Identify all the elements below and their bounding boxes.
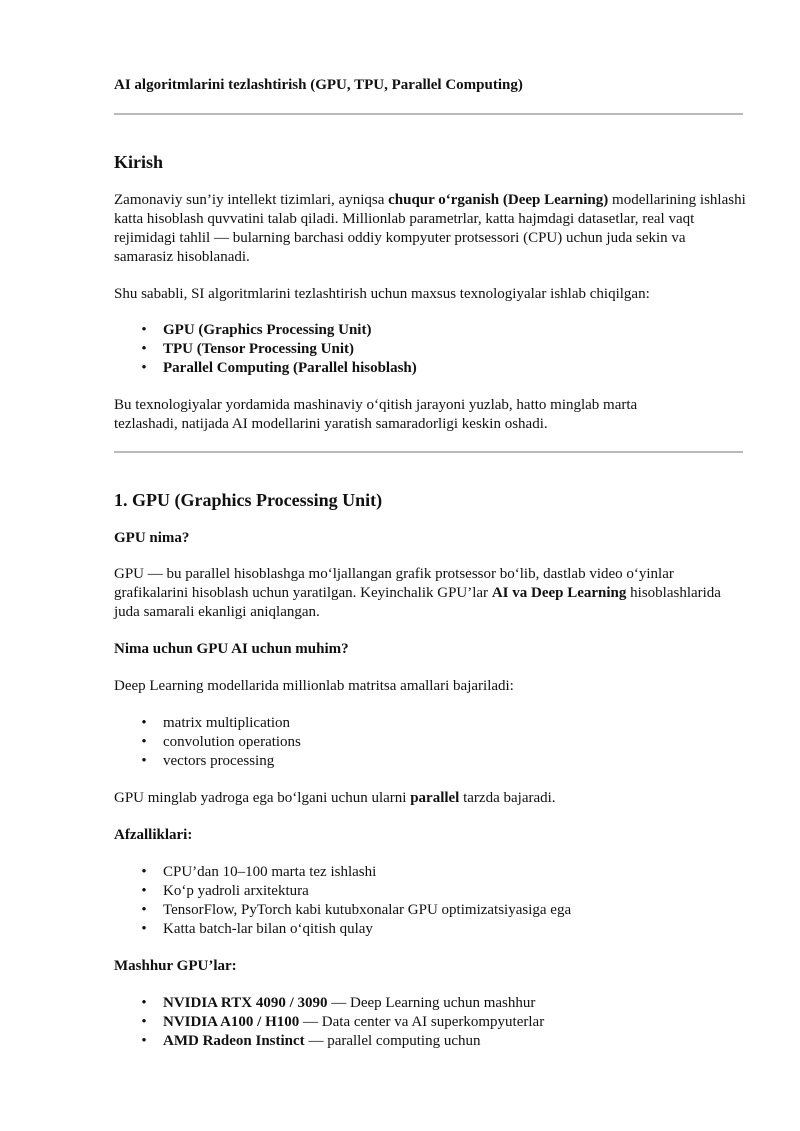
gpu-what-paragraph: GPU — bu parallel hisoblashga mo‘ljallangan grafik protsessor bo‘lib, dastlab video o‘yinlar grafikalarini hisoblash uchun yaratilgan. Keyinchalik GPU’lar AI va Deep Learning hisoblashlarida juda samarali ekanligi aniqlangan.: [114, 566, 721, 620]
list-item: • Parallel Computing (Parallel hisoblash): [114, 359, 417, 378]
list-item: • AMD Radeon Instinct — parallel computing uchun: [114, 1032, 544, 1051]
intro-tech-list: [114, 321, 417, 378]
list-item: • NVIDIA A100 / H100 — Data center va AI superkompyuterlar: [114, 1013, 544, 1032]
intro-paragraph-1: Zamonaviy sun’iy intellekt tizimlari, ayniqsa chuqur o‘rganish (Deep Learning) modellarining ishlashi katta hisoblash quvvatini talab qiladi. Millionlab parametrlar, katta hajmdagi datasetlar, real vaqt rejimidagi tahlil — bularning barchasi oddiy kompyuter protsessori (CPU) uchun juda sekin va samarasiz hisoblanadi.: [114, 192, 746, 265]
horizontal-rule: [114, 451, 743, 453]
subheading-famous-gpus: Mashhur GPU’lar:: [114, 958, 237, 974]
bold-term-ai-deep-learning: AI va Deep Learning: [491, 585, 627, 601]
list-item: • Ko‘p yadroli arxitektura: [114, 882, 571, 901]
bold-term-parallel: parallel: [410, 790, 460, 806]
section-heading-intro: Kirish: [114, 152, 164, 172]
bold-term-deep-learning: chuqur o‘rganish (Deep Learning): [388, 192, 609, 208]
list-item: • CPU’dan 10–100 marta tez ishlashi: [114, 863, 571, 882]
gpu-parallel-paragraph: GPU minglab yadroga ega bo‘lgani uchun ularni parallel tarzda bajaradi.: [114, 790, 556, 806]
bullet-icon: •: [141, 921, 147, 937]
document-title: AI algoritmlarini tezlashtirish (GPU, TPU, Parallel Computing): [114, 77, 523, 93]
bullet-icon: •: [141, 883, 147, 899]
bullet-icon: •: [141, 864, 147, 880]
bullet-icon: •: [141, 360, 147, 376]
list-item: • vectors processing: [114, 752, 301, 771]
famous-gpus-list: [114, 994, 544, 1051]
bullet-icon: •: [141, 341, 147, 357]
bullet-icon: •: [141, 322, 147, 338]
bullet-icon: •: [141, 1014, 147, 1030]
intro-paragraph-2: Shu sababli, SI algoritmlarini tezlashtirish uchun maxsus texnologiyalar ishlab chiqilgan:: [114, 286, 650, 302]
subheading-advantages: Afzalliklari:: [114, 827, 193, 843]
intro-paragraph-3: Bu texnologiyalar yordamida mashinaviy o‘qitish jarayoni yuzlab, hatto minglab marta tezlashadi, natijada AI modellarini yaratish samaradorligi keskin oshadi.: [114, 397, 638, 432]
bullet-icon: •: [141, 734, 147, 750]
gpu-operations-list: [114, 714, 301, 771]
bullet-icon: •: [141, 753, 147, 769]
subheading-gpu-why: Nima uchun GPU AI uchun muhim?: [114, 641, 349, 657]
bullet-icon: •: [141, 715, 147, 731]
list-item: • NVIDIA RTX 4090 / 3090 — Deep Learning uchun mashhur: [114, 994, 544, 1013]
gpu-advantages-list: [114, 863, 571, 939]
gpu-why-paragraph: Deep Learning modellarida millionlab matritsa amallari bajariladi:: [114, 678, 514, 694]
section-heading-gpu: 1. GPU (Graphics Processing Unit): [114, 490, 383, 510]
list-item: • GPU (Graphics Processing Unit): [114, 321, 417, 340]
list-item: • TPU (Tensor Processing Unit): [114, 340, 417, 359]
bullet-icon: •: [141, 1033, 147, 1049]
bullet-icon: •: [141, 902, 147, 918]
horizontal-rule: [114, 113, 743, 115]
list-item: • matrix multiplication: [114, 714, 301, 733]
list-item: • TensorFlow, PyTorch kabi kutubxonalar GPU optimizatsiyasiga ega: [114, 901, 571, 920]
list-item: • convolution operations: [114, 733, 301, 752]
bullet-icon: •: [141, 995, 147, 1011]
subheading-gpu-what: GPU nima?: [114, 530, 190, 546]
list-item: • Katta batch-lar bilan o‘qitish qulay: [114, 920, 571, 939]
